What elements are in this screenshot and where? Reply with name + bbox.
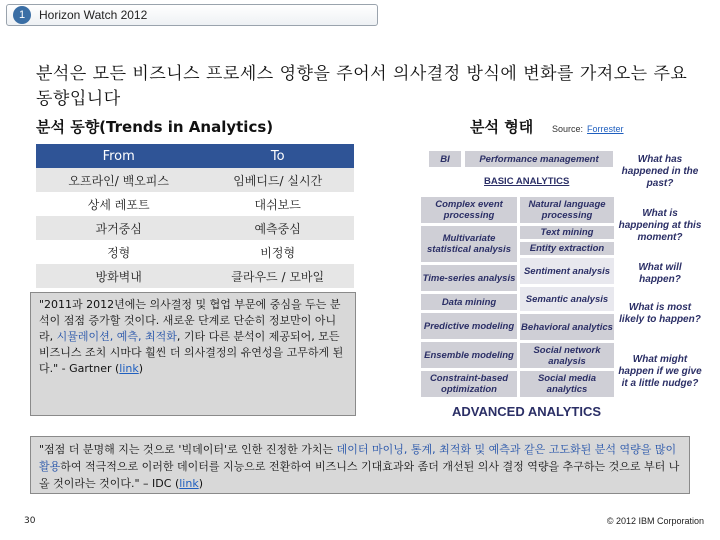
from-cell: 과거중심 xyxy=(36,216,201,240)
from-cell: 오프라인/ 백오피스 xyxy=(36,168,201,192)
diagram-cell: Social media analytics xyxy=(519,370,615,398)
question-label: What might happen if we give it a little nudge? xyxy=(618,354,702,389)
slide-number-badge: 1 xyxy=(13,6,31,24)
diagram-cell: Predictive modeling xyxy=(420,312,518,340)
quote-text: "점점 더 분명해 지는 것으로 '빅데이터'로 인한 진정한 가치는 xyxy=(39,443,337,456)
diagram-cell: Complex event processing xyxy=(420,196,518,224)
quote-highlight: 데이터 마이닝, 통계, 최적화 및 예측과 같은 고도화된 분석 역량을 많이 활용 xyxy=(39,443,677,473)
analytics-forms-title: 분석 형태 xyxy=(470,118,534,136)
basic-analytics-label: BASIC ANALYTICS xyxy=(484,176,570,187)
diagram-cell: Entity extraction xyxy=(519,241,615,256)
question-label: What has happened in the past? xyxy=(621,154,699,189)
idc-quote xyxy=(30,436,690,494)
diagram-cell: Natural language processing xyxy=(519,196,615,224)
column-header-to: To xyxy=(201,144,354,168)
from-cell: 정형 xyxy=(36,240,201,264)
page-title: 분석은 모든 비즈니스 프로세스 영향을 주어서 의사결정 방식에 변화를 가져오는 주요 동향입니다 xyxy=(36,64,688,109)
diagram-cell: Text mining xyxy=(519,225,615,240)
source-label: Source: xyxy=(552,124,584,134)
quote-text: ) xyxy=(138,362,144,375)
diagram-cell: Behavioral analytics xyxy=(519,313,615,341)
trends-title: 분석 동향(Trends in Analytics) xyxy=(36,118,274,136)
table-row xyxy=(36,216,354,240)
header-title: Horizon Watch 2012 xyxy=(39,8,148,22)
question-label: What will happen? xyxy=(638,262,682,285)
quote-highlight: 시뮬레이션, 예측, 최적화 xyxy=(56,330,177,343)
table-row xyxy=(36,264,354,288)
quote-text: ) xyxy=(198,477,203,490)
page-number: 30 xyxy=(24,516,36,526)
quote-text: 하여 적극적으로 이러한 데이터를 지능으로 전환하여 비즈니스 기대효과와 좀더 개선된 의사 결정 역량을 추구하는 것으로 부터 나올 것이라는 것이다." – IDC ( xyxy=(39,460,680,490)
question-label: What is happening at this moment? xyxy=(618,208,702,243)
gartner-quote xyxy=(30,292,356,416)
trends-table xyxy=(36,144,354,288)
column-header-from: From xyxy=(36,144,201,168)
question-label: What is most likely to happen? xyxy=(619,302,701,325)
to-cell: 비정형 xyxy=(201,240,354,264)
quote-text: "2011과 2012년에는 의사결정 및 협업 부문에 중심을 두는 분석이 점점 증가할 것이다. 새로운 단계로 단순히 정보만이 아니라, xyxy=(39,298,341,343)
bi-cell: BI xyxy=(428,150,462,168)
source-note xyxy=(552,124,624,134)
diagram-cell: Constraint-based optimization xyxy=(420,370,518,398)
to-cell: 대쉬보드 xyxy=(201,192,354,216)
from-cell: 상세 레포트 xyxy=(36,192,201,216)
quote-text: , 기타 다른 분석이 제공되어, 모든 비즈니스 조치 시마다 훨씬 더 의사결정의 유연성을 고무하게 된다." - Gartner ( xyxy=(39,330,344,375)
copyright: © 2012 IBM Corporation xyxy=(606,516,704,526)
header-tab xyxy=(6,4,378,26)
diagram-cell: Semantic analysis xyxy=(519,286,615,312)
table-row xyxy=(36,240,354,264)
source-link[interactable]: Forrester xyxy=(587,124,624,134)
diagram-cell: Ensemble modeling xyxy=(420,341,518,369)
diagram-cell: Data mining xyxy=(420,293,518,311)
to-cell: 클라우드 / 모바일 xyxy=(201,264,354,288)
from-cell: 방화벽내 xyxy=(36,264,201,288)
diagram-cell: Multivariate statistical analysis xyxy=(420,225,518,263)
performance-management-cell: Performance management xyxy=(464,150,614,168)
to-cell: 예측중심 xyxy=(201,216,354,240)
diagram-cell: Time-series analysis xyxy=(420,264,518,292)
gartner-link[interactable]: link xyxy=(119,362,139,375)
idc-link[interactable]: link xyxy=(179,477,199,490)
diagram-cell: Sentiment analysis xyxy=(519,257,615,285)
table-row xyxy=(36,168,354,192)
table-row xyxy=(36,192,354,216)
diagram-cell: Social network analysis xyxy=(519,342,615,369)
advanced-analytics-label: ADVANCED ANALYTICS xyxy=(452,404,602,419)
to-cell: 임베디드/ 실시간 xyxy=(201,168,354,192)
